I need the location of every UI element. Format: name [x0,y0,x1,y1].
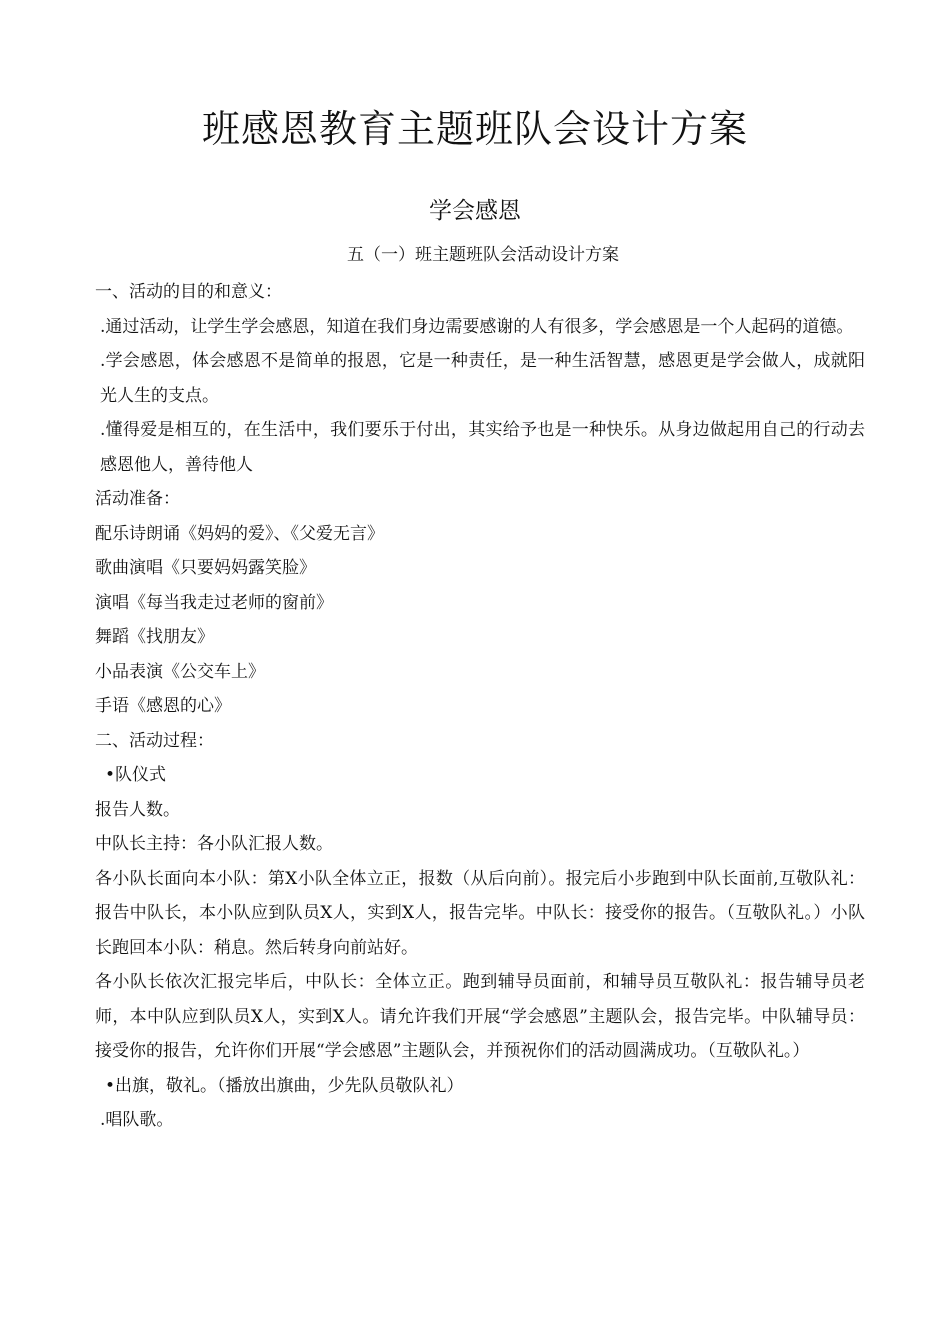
host-line: 中队长主持：各小队汇报人数。 [95,834,333,854]
document-subtitle: 学会感恩 [429,198,521,224]
prep-item: 配乐诗朗诵《妈妈的爱》、《父爱无言》 [95,523,384,544]
step-flag: •出旗，敬礼。（播放出旗曲，少先队员敬队礼） [105,1075,464,1096]
section-heading-process: 二、活动过程： [95,730,214,751]
purpose-item-2: .学会感恩，体会感恩不是简单的报恩，它是一种责任，是一种生活智慧，感恩更是学会做人，成就阳光人生的支点。 [100,351,865,406]
purpose-item-1: .通过活动，让学生学会感恩，知道在我们身边需要感谢的人有很多，学会感恩是一个人起码的道德。 [100,316,854,337]
prep-item: 演唱《每当我走过老师的窗前》 [95,592,333,613]
leader-report-paragraph: 各小队长依次汇报完毕后，中队长：全体立正。跑到辅导员面前，和辅导员互敬队礼：报告辅导员老师，本中队应到队员X人，实到X人。请允许我们开展“学会感恩”主题队会，报告完毕。中队辅导员：接受你的报告，允许你们开展“学会感恩”主题队会，并预祝你们的活动圆满成功。（互敬队礼。） [95,972,865,1061]
report-count: 报告人数。 [95,799,180,820]
document-body [95,275,865,1138]
prep-item: 舞蹈《找朋友》 [95,627,214,647]
purpose-item-3: .懂得爱是相互的，在生活中，我们要乐于付出，其实给予也是一种快乐。从身边做起用自己的行动去感恩他人，善待他人 [100,420,865,475]
squad-report-paragraph: 各小队长面向本小队：第X小队全体立正，报数（从后向前）。报完后小步跑到中队长面前,互敬队礼：报告中队长，本小队应到队员X人，实到X人，报告完毕。中队长：接受你的报告。（互敬队礼。）小队长跑回本小队：稍息。然后转身向前站好。 [95,868,865,958]
prep-item: 手语《感恩的心》 [95,696,231,716]
section-heading-preparation: 活动准备： [95,489,180,509]
document-title: 班感恩教育主题班队会设计方案 [201,107,748,151]
prep-item: 歌曲演唱《只要妈妈露笑脸》 [95,558,316,578]
plan-title: 五（一）班主题班队会活动设计方案 [347,245,619,265]
step-ceremony: •队仪式 [105,765,167,785]
section-heading-purpose: 一、活动的目的和意义： [95,282,282,302]
step-anthem: .唱队歌。 [100,1110,174,1130]
prep-item: 小品表演《公交车上》 [95,661,265,682]
